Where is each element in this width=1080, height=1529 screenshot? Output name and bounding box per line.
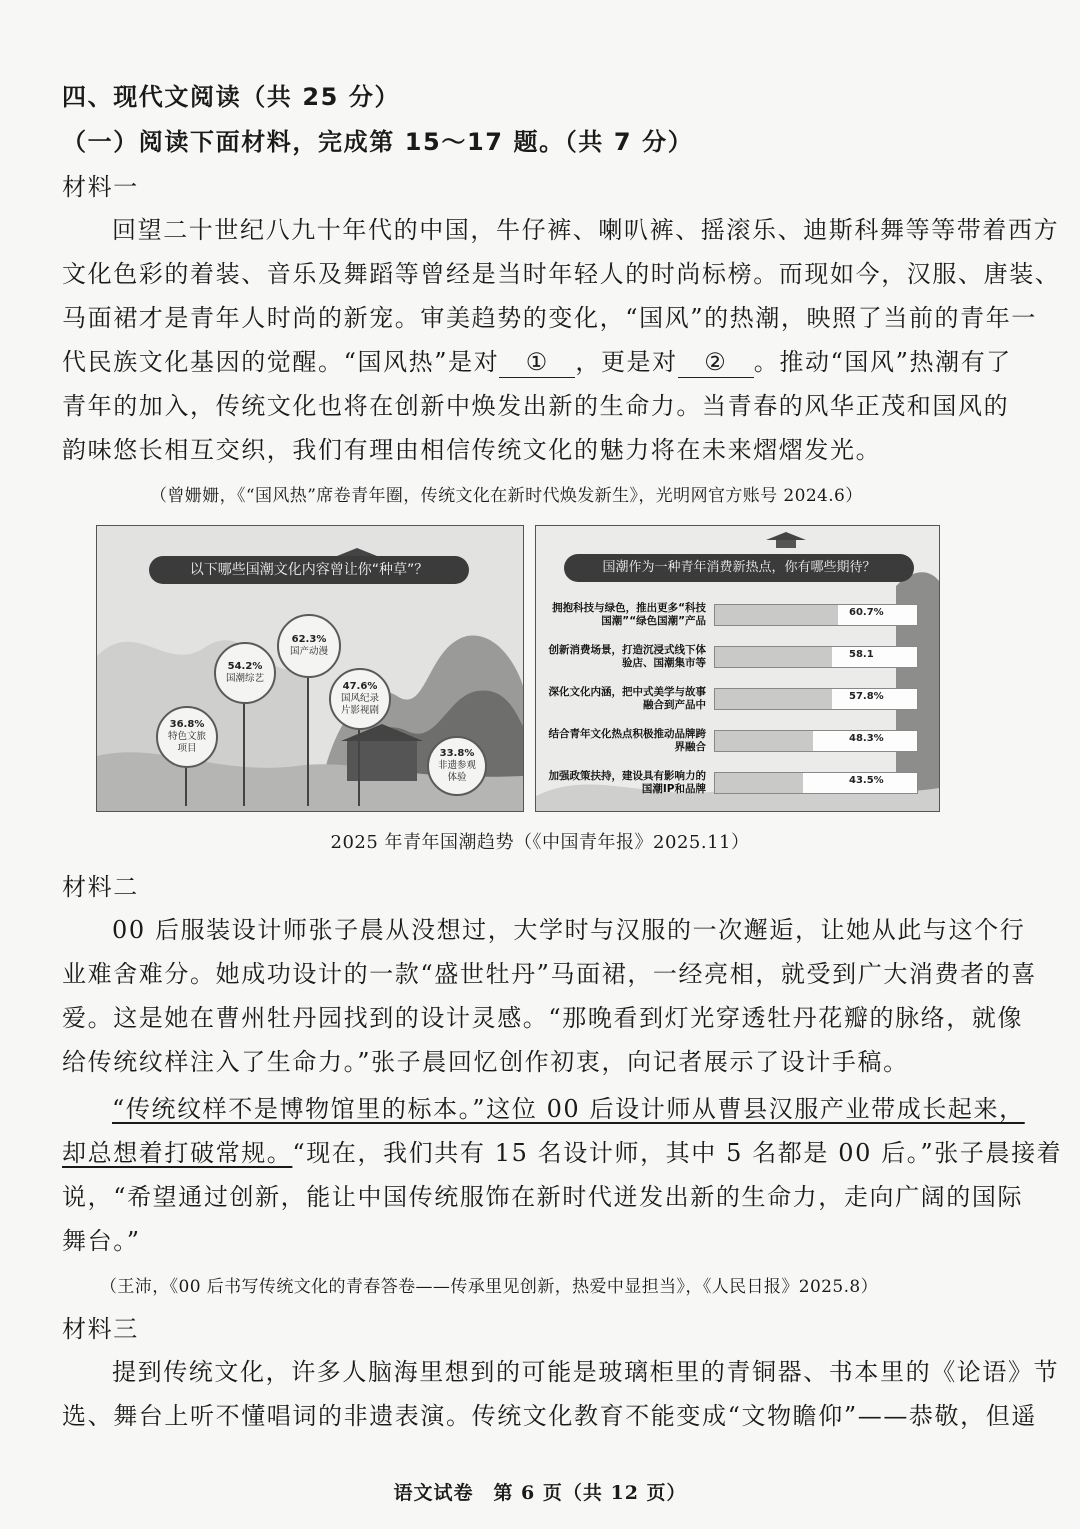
bubble-label: 国风纪录片影视剧 (340, 693, 379, 716)
text-span: ，更是对 (575, 348, 678, 376)
bar (715, 605, 838, 625)
bar-category-label: 结合青年文化热点积极推动品牌跨界融合 (548, 728, 706, 753)
material3-paragraph-line: 提到传统文化，许多人脑海里想到的可能是玻璃柜里的青铜器、书本里的《论语》节 (112, 1358, 1060, 1386)
material2-paragraph-line (62, 1138, 1063, 1168)
bar-value-label: 48.3% (849, 733, 884, 744)
bubble-stick (358, 726, 360, 806)
text-span: “现在，我们共有 15 名设计师，其中 5 名都是 00 后。”张子晨接着 (292, 1139, 1063, 1167)
bubble-value: 33.8% (439, 748, 475, 759)
material2-paragraph-line: 业难舍难分。她成功设计的一款“盛世牡丹”马面裙，一经亮相，就受到广大消费者的喜 (62, 960, 1037, 988)
bar-row (546, 680, 926, 718)
bubble-animation (277, 614, 341, 678)
bar-category-label: 创新消费场景，打造沉浸式线下体验店、国潮集市等 (548, 644, 706, 669)
bar (715, 731, 813, 751)
material1-label: 材料一 (62, 173, 139, 201)
bubble-label: 国潮综艺 (225, 673, 264, 684)
section-heading: 四、现代文阅读（共 25 分） (62, 83, 401, 111)
material2-paragraph-line: 爱。这是她在曹州牡丹园找到的设计灵感。“那晚看到灯光穿透牡丹花瓣的脉络，就像 (62, 1004, 1024, 1032)
figure-right-bar-chart (535, 525, 940, 812)
underlined-text: 却总想着打破常规。 (62, 1139, 293, 1167)
bar-track (714, 772, 918, 794)
material1-paragraph-line (62, 347, 1012, 378)
material3-label: 材料三 (62, 1315, 139, 1343)
material1-paragraph-line: 马面裙才是青年人时尚的新宠。审美趋势的变化，“国风”的热潮，映照了当前的青年一 (62, 304, 1037, 332)
material1-paragraph-line: 回望二十世纪八九十年代的中国，牛仔裤、喇叭裤、摇滚乐、迪斯科舞等等带着西方 (112, 216, 1060, 244)
bar-row (546, 638, 926, 676)
bar-value-label: 57.8% (849, 691, 884, 702)
material3-paragraph-line: 选、舞台上听不懂唱词的非遗表演。传统文化教育不能变成“文物瞻仰”——恭敬，但遥 (62, 1402, 1037, 1430)
bubble-heritage (427, 736, 487, 796)
material2-paragraph-line: 说，“希望通过创新，能让中国传统服饰在新时代迸发出新的生命力，走向广阔的国际 (62, 1183, 1024, 1211)
bar-value-label: 58.1 (849, 649, 874, 660)
subsection-heading: （一）阅读下面材料，完成第 15～17 题。（共 7 分） (62, 128, 694, 156)
bar-category-label: 加强政策扶持，建设具有影响力的国潮IP和品牌 (548, 770, 706, 795)
material1-paragraph-line: 青年的加入，传统文化也将在创新中焕发出新的生命力。当青春的风华正茂和国风的 (62, 392, 1010, 420)
text-span: 代民族文化基因的觉醒。“国风热”是对 (62, 348, 500, 376)
bubble-stick (243, 701, 245, 806)
bubble-label: 特色文旅项目 (167, 731, 206, 754)
figure-left-title: 以下哪些国潮文化内容曾让你“种草”？ (149, 556, 469, 584)
bubble-value: 54.2% (227, 661, 263, 672)
bar-row (546, 764, 926, 802)
bubble-value: 47.6% (342, 681, 378, 692)
bar-category-label: 拥抱科技与绿色，推出更多“科技国潮”“绿色国潮”产品 (552, 602, 706, 627)
bar-track (714, 730, 918, 752)
material2-source: （王沛，《00 后书写传统文化的青春答卷——传承里见创新，热爱中显担当》，《人民日报》2025.8） (100, 1277, 879, 1297)
material2-paragraph-line: 00 后服装设计师张子晨从没想过，大学时与汉服的一次邂逅，让她从此与这个行 (112, 916, 1026, 944)
material1-paragraph-line: 文化色彩的着装、音乐及舞蹈等曾经是当时年轻人的时尚标榜。而现如今，汉服、唐装、 (62, 260, 1061, 288)
bar-value-label: 60.7% (849, 607, 884, 618)
bubble-value: 62.3% (291, 634, 327, 645)
bar (715, 689, 832, 709)
bar-track (714, 604, 918, 626)
material2-paragraph-line: 给传统纹样注入了生命力。”张子晨回忆创作初衷，向记者展示了设计手稿。 (62, 1048, 909, 1076)
bubble-stick (307, 671, 309, 806)
bubble-label: 国产动漫 (289, 646, 328, 657)
figure-right-title: 国潮作为一种青年消费新热点，你有哪些期待？ (564, 554, 914, 582)
bar-value-label: 43.5% (849, 775, 884, 786)
bar-track (714, 688, 918, 710)
material1-paragraph-line: 韵味悠长相互交织，我们有理由相信传统文化的魅力将在未来熠熠发光。 (62, 436, 882, 464)
page-footer: 语文试卷 第 6 页（共 12 页） (393, 1482, 687, 1504)
answer-blank-2: ② (678, 347, 754, 378)
bubble-documentary (329, 668, 391, 730)
figure-caption: 2025 年青年国潮趋势（《中国青年报》2025.11） (330, 832, 750, 853)
material2-underlined-line: “传统纹样不是博物馆里的标本。”这位 00 后设计师从曹县汉服产业带成长起来， (112, 1095, 1025, 1123)
material1-source: （曾姗姗，《“国风热”席卷青年圈，传统文化在新时代焕发新生》，光明网官方账号 2024.6） (150, 486, 863, 506)
material2-label: 材料二 (62, 873, 139, 901)
bubble-value: 36.8% (169, 719, 205, 730)
bar-row (546, 596, 926, 634)
bubble-variety-show (214, 642, 276, 704)
material2-paragraph-line: 舞台。” (62, 1227, 141, 1255)
bar-track (714, 646, 918, 668)
bar (715, 773, 803, 793)
bar-row (546, 722, 926, 760)
text-span: 。推动“国风”热潮有了 (753, 348, 1012, 376)
bubble-label: 非遗参观体验 (438, 760, 477, 783)
answer-blank-1: ① (499, 347, 575, 378)
bar-category-label: 深化文化内涵，把中式美学与故事融合到产品中 (548, 686, 706, 711)
bar (715, 647, 832, 667)
bubble-tourism (156, 706, 218, 768)
figure-left-infographic (96, 525, 524, 812)
